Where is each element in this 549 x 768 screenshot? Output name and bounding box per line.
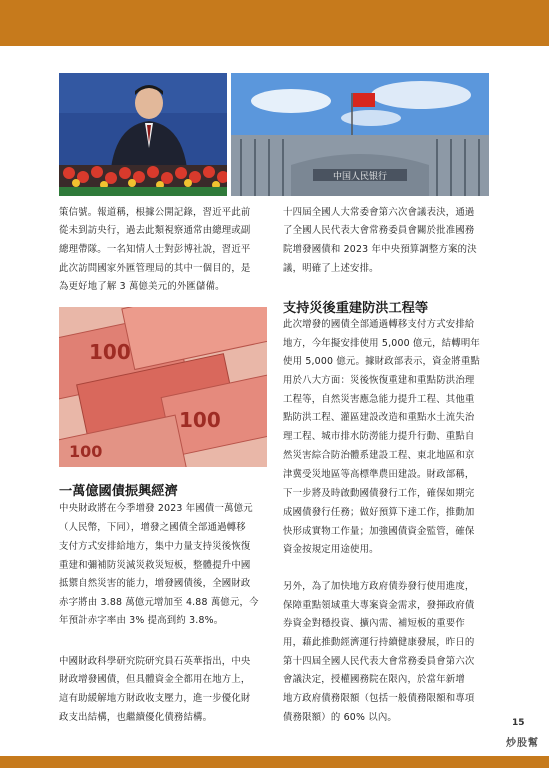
left-para2-line6: 赤字將由 3.88 萬億元增加至 4.88 萬億元，今	[59, 597, 259, 608]
right-para2-line13: 資金按規定用途使用。	[283, 544, 379, 555]
right-para3-line6: 會議決定，授權國務院在限內，於當年新增	[283, 674, 465, 685]
right-para2-line10: 下一步將及時啟動國債發行工作，確保如期完	[283, 488, 475, 499]
right-para2-line6: 點防洪工程、灌區建設改造和重點水土流失治	[283, 412, 475, 423]
right-para1-line1: 十四屆全國人大常委會第六次會議表決，通過	[283, 207, 475, 218]
right-para1-line3: 院增發國債和 2023 年中央預算調整方案的決	[283, 244, 477, 255]
left-para3-line2: 財政增發國債，但具體資金全都用在地方上，	[59, 674, 251, 685]
right-para1-line4: 議，明確了上述安排。	[283, 263, 379, 274]
left-para2-line4: 重建和彌補防災減災救災短板，整體提升中國	[59, 560, 251, 571]
right-para1-line2: 了全國人民代表大會常務委員會關於批准國務	[283, 225, 475, 236]
right-para2-line1: 此次增發的國債全部通過轉移支付方式安排給	[283, 319, 475, 330]
left-para1-line1: 策信號。報道稱，根據公開記錄，習近平此前	[59, 207, 251, 218]
bank-building-illustration	[231, 73, 489, 196]
publication-logo: 炒股幫	[506, 738, 539, 749]
left-para1-line3: 總理帶隊。一名知情人士對彭博社說，習近平	[59, 244, 251, 255]
banknote-value: 100	[89, 340, 131, 364]
right-para2-line11: 成國債發行任務；做好預算下達工作，推動加	[283, 507, 475, 518]
left-para3-line4: 政支出結構，也繼續優化債務結構。	[59, 712, 213, 723]
right-para3-line1: 另外，為了加快地方政府債券發行使用進度，	[283, 581, 475, 592]
right-para2-line3: 使用 5,000 億元。據財政部表示，資金將重點	[283, 356, 480, 367]
photo-rmb-banknotes	[59, 307, 267, 467]
left-para1-line2: 從未到訪央行，過去此類視察通常由總理或副	[59, 225, 251, 236]
right-para2-line7: 理工程、城市排水防澇能力提升行動、重點自	[283, 431, 475, 442]
photo-official-speaking	[59, 73, 227, 196]
left-para2-line3: 支付方式安排給地方，集中力量支持災後恢復	[59, 541, 251, 552]
banknote-value-3: 100	[69, 442, 103, 461]
left-para2-line7: 年預計赤字率由 3% 提高到約 3.8%。	[59, 615, 224, 626]
left-para3-line1: 中國財政科學研究院研究員石英華指出，中央	[59, 656, 251, 667]
heading-disaster-rebuild: 支持災後重建防洪工程等	[283, 301, 429, 316]
official-speaking-illustration	[59, 73, 227, 196]
right-para3-line8: 債務限額）的 60% 以內。	[283, 712, 397, 723]
right-para3-line3: 券資金對穩投資、擴內需、補短板的重要作	[283, 618, 465, 629]
left-para2-line5: 抵禦自然災害的能力，增發國債後，全國財政	[59, 578, 251, 589]
left-para1-line4: 此次訪問國家外匯管理局的其中一個目的，是	[59, 263, 251, 274]
right-para2-line8: 然災害綜合防治體系建設工程、東北地區和京	[283, 450, 475, 461]
page-number: 15	[512, 718, 525, 728]
left-para1-line5: 為更好地了解 3 萬億美元的外匯儲備。	[59, 281, 225, 292]
right-para2-line9: 津冀受災地區等高標準農田建設。財政部稱，	[283, 469, 475, 480]
header-band	[0, 0, 549, 46]
right-para3-line7: 地方政府債務限額（包括一般債務限額和專項	[283, 693, 475, 704]
heading-trillion-bond: 一萬億國債振興經濟	[59, 484, 178, 499]
left-para2-line1: 中央財政將在今季增發 2023 年國債一萬億元	[59, 503, 253, 514]
right-para3-line4: 用，藉此推動經濟運行持續健康發展，昨日的	[283, 637, 475, 648]
right-para2-line12: 快形成實物工作量；加強國債資金監管，確保	[283, 526, 475, 537]
banknotes-illustration	[59, 307, 267, 467]
banknote-value-2: 100	[179, 408, 221, 432]
left-para2-line2: （人民幣，下同），增發之國債全部通過轉移	[59, 522, 246, 533]
right-para2-line2: 地方，今年擬安排使用 5,000 億元，結轉明年	[283, 338, 480, 349]
right-para2-line4: 用於八大方面：災後恢復重建和重點防洪治理	[283, 375, 475, 386]
right-para3-line5: 第十四屆全國人民代表大會常務委員會第六次	[283, 656, 475, 667]
photo-central-bank-building	[231, 73, 489, 196]
right-para2-line5: 工程等，自然災害應急能力提升工程、其他重	[283, 394, 475, 405]
bank-sign-text: 中国人民银行	[332, 172, 388, 182]
footer-band	[0, 756, 549, 768]
left-para3-line3: 這有助緩解地方財政收支壓力，進一步優化財	[59, 693, 251, 704]
right-para3-line2: 保障重點領域重大專案資金需求，發揮政府債	[283, 600, 475, 611]
